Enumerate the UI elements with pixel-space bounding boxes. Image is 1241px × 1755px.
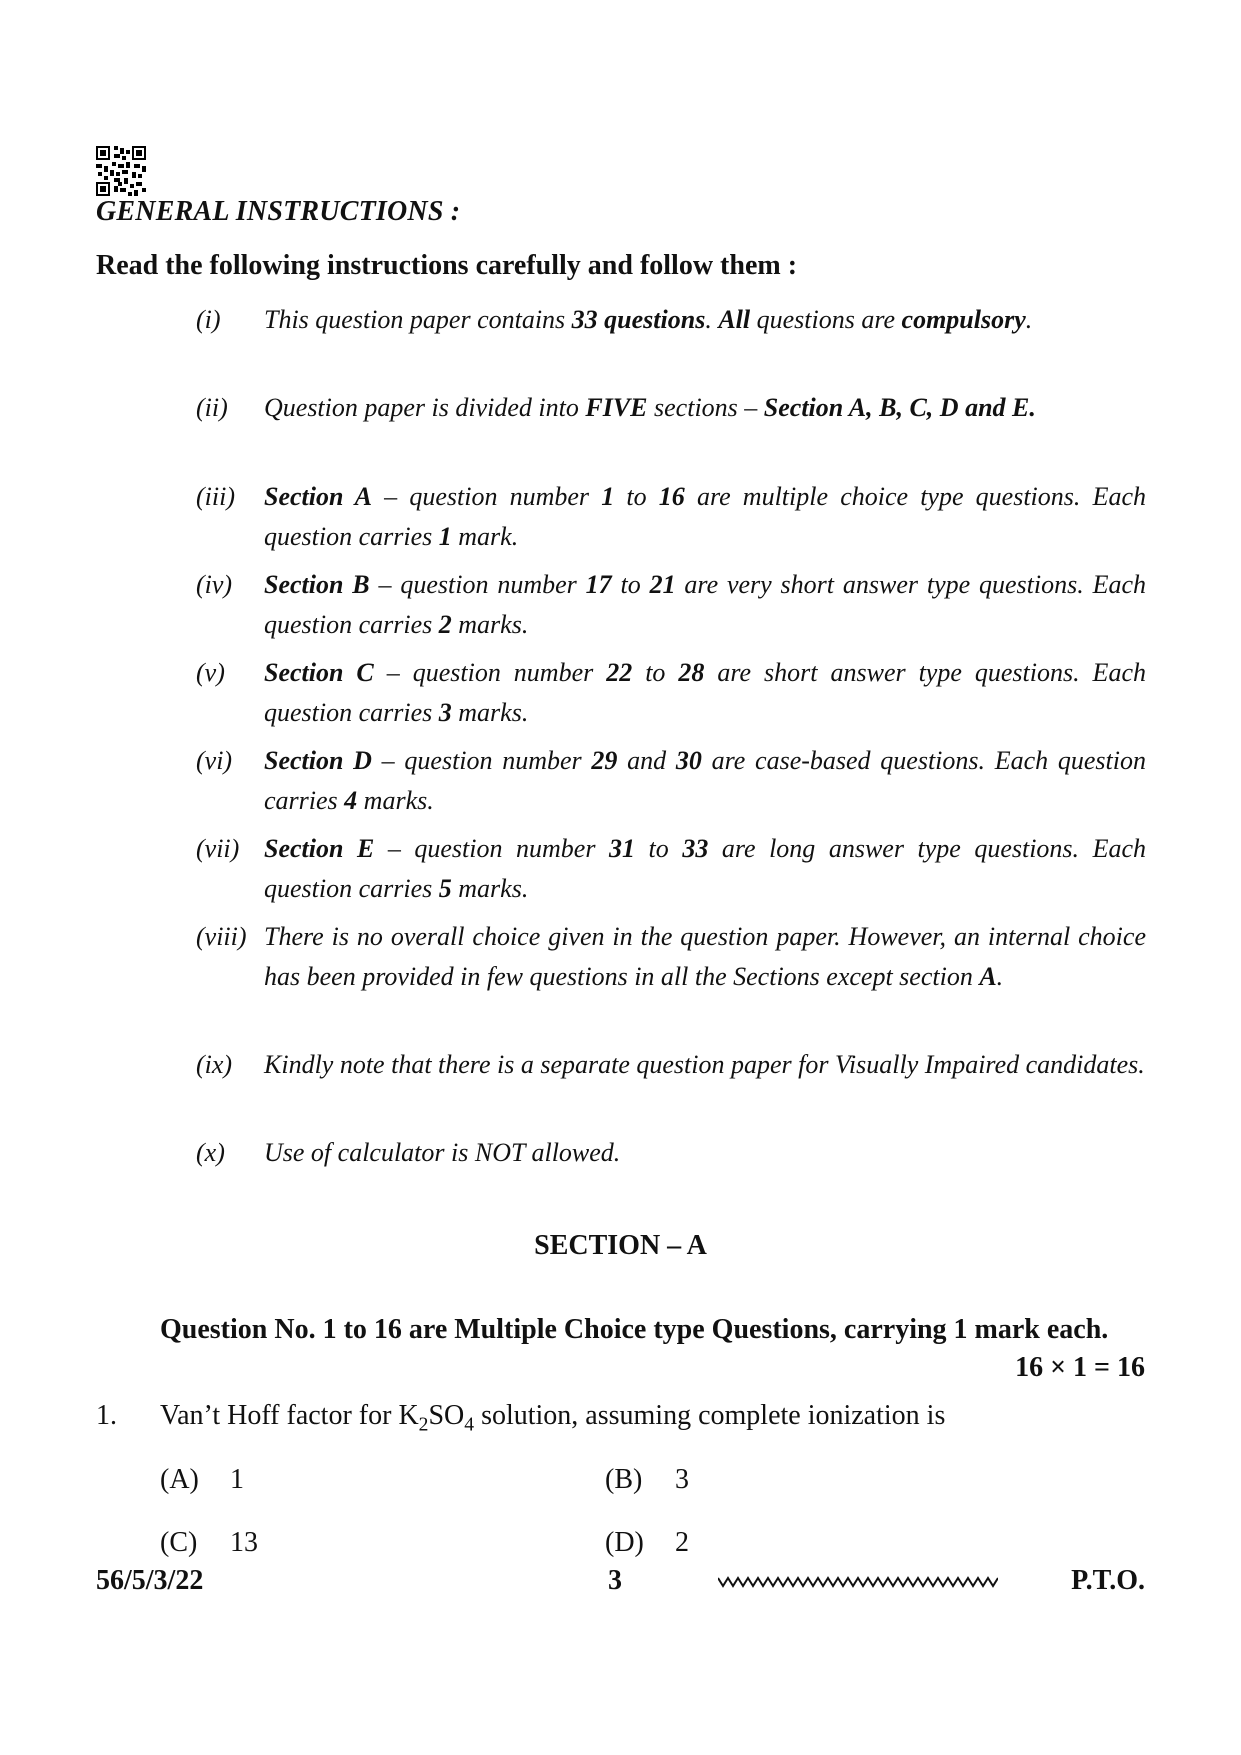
instruction-text: Kindly note that there is a separate question paper for Visually Impaired candidates. xyxy=(264,1050,1145,1079)
option-value: 2 xyxy=(675,1527,689,1558)
question-number: 1. xyxy=(96,1400,117,1431)
option-a xyxy=(160,1464,244,1496)
option-value: 1 xyxy=(230,1464,244,1495)
instruction-item xyxy=(196,741,1146,821)
instruction-number: (viii) xyxy=(196,922,247,951)
option-value: 13 xyxy=(230,1527,258,1558)
instruction-text: Section D – question number 29 and 30 are case-based questions. Each question carries 4 marks. xyxy=(264,746,1146,815)
instruction-text: Section A – question number 1 to 16 are multiple choice type questions. Each question carries 1 mark. xyxy=(264,482,1146,551)
option-d xyxy=(605,1527,689,1559)
instruction-number: (vii) xyxy=(196,834,240,863)
instruction-item xyxy=(196,1133,1146,1173)
instruction-item xyxy=(196,300,1146,340)
wavy-line-decoration xyxy=(718,1572,998,1592)
instruction-number: (iv) xyxy=(196,570,233,599)
option-value: 3 xyxy=(675,1464,689,1495)
instruction-number: (vi) xyxy=(196,746,233,775)
mcq-instruction: Question No. 1 to 16 are Multiple Choice type Questions, carrying 1 mark each. xyxy=(160,1314,1109,1345)
instruction-number: (v) xyxy=(196,658,225,687)
instruction-number: (i) xyxy=(196,305,221,334)
instruction-number: (ix) xyxy=(196,1050,233,1079)
instruction-item xyxy=(196,829,1146,909)
pto-label: P.T.O. xyxy=(1071,1565,1145,1596)
instruction-text: Use of calculator is NOT allowed. xyxy=(264,1138,621,1167)
paper-code: 56/5/3/22 xyxy=(96,1565,204,1596)
instruction-item xyxy=(196,653,1146,733)
instruction-text: Question paper is divided into FIVE sections – Section A, B, C, D and E. xyxy=(264,393,1036,422)
instruction-number: (x) xyxy=(196,1138,225,1167)
option-label: (A) xyxy=(160,1464,199,1495)
marks-total: 16 × 1 = 16 xyxy=(1015,1352,1145,1383)
general-instructions-heading: GENERAL INSTRUCTIONS : xyxy=(96,196,461,227)
page-number: 3 xyxy=(608,1565,622,1596)
instruction-item xyxy=(196,565,1146,645)
option-c xyxy=(160,1527,258,1559)
instruction-number: (iii) xyxy=(196,482,235,511)
question-text: Van’t Hoff factor for $K_2SO_4$ solution, assuming complete ionization is xyxy=(160,1400,946,1436)
instruction-text: Section C – question number 22 to 28 are short answer type questions. Each question carries 3 marks. xyxy=(264,658,1146,727)
instruction-text: This question paper contains 33 questions. All questions are compulsory. xyxy=(264,305,1033,334)
option-b xyxy=(605,1464,689,1496)
option-label: (C) xyxy=(160,1527,198,1558)
instruction-item xyxy=(196,477,1146,557)
instruction-text: Section E – question number 31 to 33 are long answer type questions. Each question carries 5 marks. xyxy=(264,834,1146,903)
instruction-item xyxy=(196,917,1146,997)
instruction-item xyxy=(196,388,1146,428)
section-a-title: SECTION – A xyxy=(534,1230,707,1261)
read-instructions-line: Read the following instructions carefully and follow them : xyxy=(96,250,798,281)
instruction-number: (ii) xyxy=(196,393,228,422)
option-label: (B) xyxy=(605,1464,643,1495)
instruction-text: There is no overall choice given in the question paper. However, an internal choice has been provided in few questions in all the Sections except section A. xyxy=(264,922,1146,991)
instruction-text: Section B – question number 17 to 21 are very short answer type questions. Each question carries 2 marks. xyxy=(264,570,1146,639)
option-label: (D) xyxy=(605,1527,644,1558)
qr-code xyxy=(96,146,146,196)
instruction-item xyxy=(196,1045,1146,1085)
